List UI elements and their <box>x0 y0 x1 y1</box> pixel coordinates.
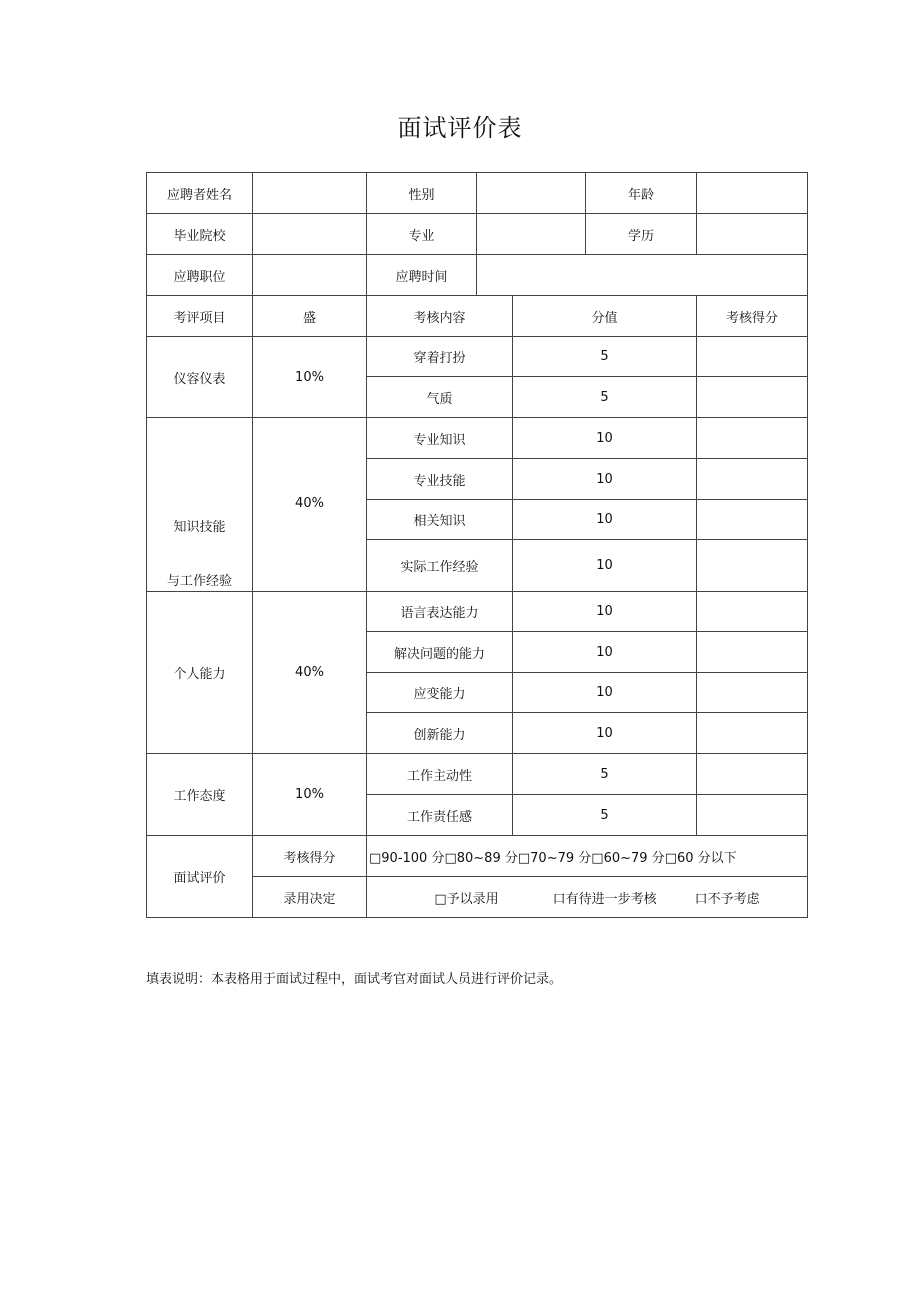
name-field[interactable] <box>253 173 367 214</box>
item-points: 5 <box>513 377 697 418</box>
category-weight: 10% <box>253 337 367 418</box>
school-label: 毕业院校 <box>147 214 253 255</box>
decision-option-hire[interactable]: □予以录用 <box>434 891 499 907</box>
item-points: 10 <box>513 632 697 673</box>
item-score-field[interactable] <box>697 540 808 592</box>
category-name-line1: 知识技能 <box>173 520 226 535</box>
score-label: 考核得分 <box>253 836 367 877</box>
item-points: 5 <box>513 754 697 795</box>
page-title: 面试评价表 <box>397 114 523 142</box>
item-points: 10 <box>513 459 697 500</box>
item-score-field[interactable] <box>697 713 808 754</box>
item-content: 穿着打扮 <box>367 337 513 377</box>
category-name: 仪容仪表 <box>147 337 253 418</box>
item-points: 10 <box>513 673 697 713</box>
time-label: 应聘时间 <box>367 255 477 296</box>
category-name-line2: 与工作经验 <box>166 574 232 589</box>
school-field[interactable] <box>253 214 367 255</box>
item-points: 10 <box>513 592 697 632</box>
category-name: 工作态度 <box>147 754 253 836</box>
age-label: 年龄 <box>586 173 697 214</box>
item-content: 相关知识 <box>367 500 513 540</box>
info-row-3 <box>147 255 808 296</box>
score-option-below-60[interactable]: □60 分以下 <box>664 850 737 866</box>
item-content: 工作责任感 <box>367 795 513 836</box>
item-content: 解决问题的能力 <box>367 632 513 673</box>
item-content: 语言表达能力 <box>367 592 513 632</box>
content-header: 考核内容 <box>367 296 513 337</box>
item-points: 10 <box>513 500 697 540</box>
category-weight: 10% <box>253 754 367 836</box>
item-score-field[interactable] <box>697 673 808 713</box>
table-row <box>147 337 808 377</box>
item-score-field[interactable] <box>697 592 808 632</box>
gender-field[interactable] <box>477 173 586 214</box>
item-points: 5 <box>513 795 697 836</box>
item-score-field[interactable] <box>697 795 808 836</box>
category-name <box>147 418 253 592</box>
item-score-field[interactable] <box>697 377 808 418</box>
category-name: 个人能力 <box>147 592 253 754</box>
item-content: 应变能力 <box>367 673 513 713</box>
item-content: 气质 <box>367 377 513 418</box>
score-option-90-100[interactable]: □90-100 分 <box>369 850 445 866</box>
score-option-70-79[interactable]: □70~79 分 <box>517 850 592 866</box>
item-points: 5 <box>513 337 697 377</box>
item-score-field[interactable] <box>697 337 808 377</box>
item-points: 10 <box>513 418 697 459</box>
item-content: 专业技能 <box>367 459 513 500</box>
item-score-field[interactable] <box>697 459 808 500</box>
decision-option-further-review[interactable]: 口有待进一步考核 <box>552 891 657 907</box>
position-label: 应聘职位 <box>147 255 253 296</box>
score-option-60-79[interactable]: □60~79 分 <box>591 850 665 866</box>
column-header-row <box>147 296 808 337</box>
item-score-field[interactable] <box>697 418 808 459</box>
item-score-field[interactable] <box>697 754 808 795</box>
category-header: 考评项目 <box>147 296 253 337</box>
form-note: 填表说明：本表格用于面试过程中，面试考官对面试人员进行评价记录。 <box>146 972 563 987</box>
education-label: 学历 <box>586 214 697 255</box>
item-content: 实际工作经验 <box>367 540 513 592</box>
evaluation-label: 面试评价 <box>147 836 253 918</box>
decision-option-reject[interactable]: 口不予考虑 <box>694 891 760 907</box>
position-field[interactable] <box>253 255 367 296</box>
score-option-80-89[interactable]: □80~89 分 <box>444 850 518 866</box>
item-score-field[interactable] <box>697 632 808 673</box>
item-content: 工作主动性 <box>367 754 513 795</box>
table-row <box>147 418 808 459</box>
major-field[interactable] <box>477 214 586 255</box>
info-row-2 <box>147 214 808 255</box>
item-score-field[interactable] <box>697 500 808 540</box>
item-content: 专业知识 <box>367 418 513 459</box>
table-row <box>147 592 808 632</box>
score-options <box>367 836 808 877</box>
item-content: 创新能力 <box>367 713 513 754</box>
table-row <box>147 754 808 795</box>
item-points: 10 <box>513 713 697 754</box>
time-field[interactable] <box>477 255 808 296</box>
decision-label: 录用决定 <box>253 877 367 918</box>
category-weight: 40% <box>253 418 367 592</box>
score-header: 考核得分 <box>697 296 808 337</box>
education-field[interactable] <box>697 214 808 255</box>
info-row-1 <box>147 173 808 214</box>
weight-header: 盛 <box>253 296 367 337</box>
evaluation-score-row <box>147 836 808 877</box>
gender-label: 性别 <box>367 173 477 214</box>
category-weight: 40% <box>253 592 367 754</box>
age-field[interactable] <box>697 173 808 214</box>
name-label: 应聘者姓名 <box>147 173 253 214</box>
decision-options <box>367 877 808 918</box>
major-label: 专业 <box>367 214 477 255</box>
interview-evaluation-table <box>146 172 808 918</box>
item-points: 10 <box>513 540 697 592</box>
points-header: 分值 <box>513 296 697 337</box>
